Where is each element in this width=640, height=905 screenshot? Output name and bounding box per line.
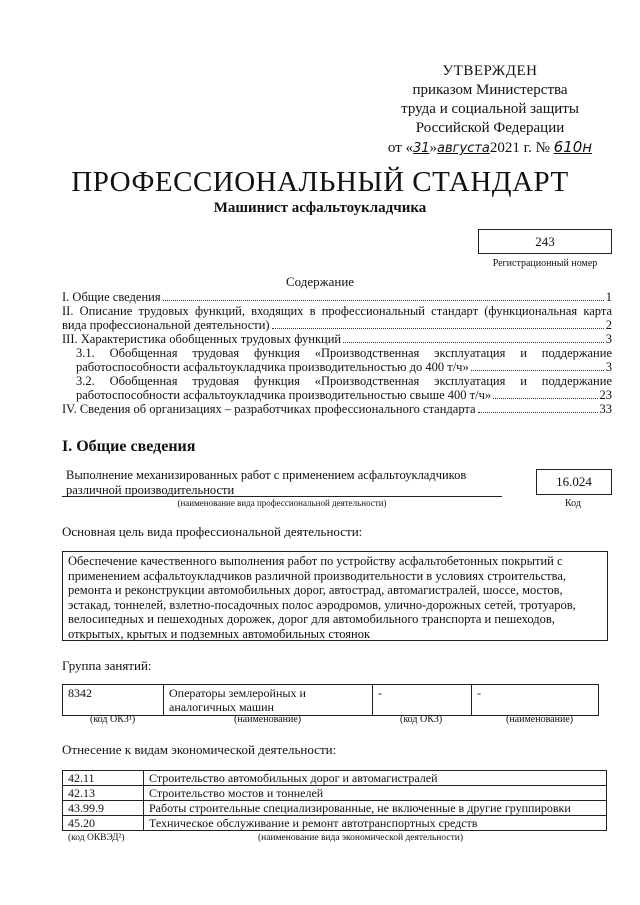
toc-item[interactable] (62, 402, 612, 416)
activity-caption: (код ОКВЭД²) (68, 833, 125, 843)
okz-caption: (код ОКЗ¹) (90, 714, 136, 725)
toc-item-text: III. Характеристика обобщенных трудовых функций (62, 332, 342, 346)
table-row (63, 771, 607, 786)
activity-captions (62, 833, 608, 845)
toc-item-text: I. Общие сведения (62, 290, 161, 304)
toc-item-text: II. Описание трудовых функций, входящих в профессиональный стандарт (функциональная карта (62, 304, 612, 318)
order-number: 610н (553, 138, 593, 156)
toc-item-page: 23 (599, 388, 612, 402)
okz-caption: (наименование) (506, 714, 574, 725)
date-day: 31 (413, 141, 430, 156)
table-row (63, 801, 607, 816)
activity-kind-name (66, 468, 506, 498)
registration-number-box: 243 (478, 229, 612, 254)
section-heading: I. Общие сведения (62, 438, 196, 455)
okz-name-cell: Операторы землеройных и аналогичных машин (164, 685, 373, 716)
activity-kind-line: различной производительности (66, 483, 235, 497)
activity-kind-caption: (наименование вида профессиональной деятельности) (177, 498, 387, 508)
activity-name-cell: Техническое обслуживание и ремонт автотранспортных средств (144, 816, 607, 831)
activity-code-cell: 43.99.9 (63, 801, 144, 816)
toc-item-text-cont: работоспособности асфальтоукладчика производительностью свыше 400 т/ч» (76, 388, 492, 402)
toc-item[interactable] (62, 332, 612, 346)
date-prefix: от « (387, 140, 413, 156)
page-subtitle: Машинист асфальтоукладчика (213, 200, 427, 216)
approval-line: Российской Федерации (415, 120, 565, 136)
activity-code-cell: 42.11 (63, 771, 144, 786)
approval-date-line (380, 138, 600, 158)
table-of-contents (62, 290, 612, 416)
date-mid: » (429, 140, 438, 156)
date-month: августа (437, 141, 490, 156)
approval-line: приказом Министерства (412, 82, 568, 98)
goal-text-box: Обеспечение качественного выполнения работ по устройству асфальтобетонных покрытий с применением асфальтоукладчиков различной производительности в условиях строительства, ремонта и реконструкции автомобильных дорог, автострад, автомагистралей, шоссе, мостов, эстакад, тоннелей, взлетно-посадочных полос аэродромов, улично-дорожных сетей, тротуаров, велосипедных и пешеходных дорожек, дорог для автомобильного транспорта и пешеходов, открытых, крытых и подземных автомобильных стоянок (62, 551, 608, 641)
approval-block (380, 62, 600, 158)
activity-code-cell: 45.20 (63, 816, 144, 831)
toc-item-text: IV. Сведения об организациях – разработчиках профессионального стандарта (62, 402, 476, 416)
page-title: ПРОФЕССИОНАЛЬНЫЙ СТАНДАРТ (71, 166, 569, 198)
okz-captions (62, 714, 608, 726)
table-row (63, 685, 599, 716)
activity-code-cell: 42.13 (63, 786, 144, 801)
activity-name-cell: Работы строительные специализированные, не включенные в другие группировки (144, 801, 607, 816)
activity-code-caption: Код (565, 498, 581, 509)
approval-line: УТВЕРЖДЕН (442, 63, 538, 79)
okz-name2-cell: - (472, 685, 599, 716)
activity-name-cell: Строительство мостов и тоннелей (144, 786, 607, 801)
divider (62, 496, 502, 497)
table-row (63, 786, 607, 801)
date-year: 2021 г. № (489, 140, 550, 156)
activity-code-box: 16.024 (536, 469, 612, 495)
toc-heading: Содержание (285, 274, 355, 289)
activities-table (62, 770, 607, 831)
activity-label: Отнесение к видам экономической деятельности: (62, 742, 337, 757)
toc-item[interactable] (62, 374, 612, 402)
toc-item-text: 3.1. Обобщенная трудовая функция «Производственная эксплуатация и поддержание (76, 346, 612, 360)
toc-item[interactable] (62, 346, 612, 374)
activity-kind-line: Выполнение механизированных работ с применением асфальтоукладчиков (66, 468, 467, 482)
okz-table (62, 684, 599, 716)
okz-code2-cell: - (373, 685, 472, 716)
activity-caption: (наименование вида экономической деятельности) (258, 833, 463, 843)
registration-caption: Регистрационный номер (492, 258, 598, 269)
group-label: Группа занятий: (62, 658, 152, 673)
okz-caption: (наименование) (234, 714, 302, 725)
toc-item[interactable] (62, 304, 612, 332)
toc-item[interactable] (62, 290, 612, 304)
activity-name-cell: Строительство автомобильных дорог и автомагистралей (144, 771, 607, 786)
goal-label: Основная цель вида профессиональной деятельности: (62, 524, 363, 539)
okz-caption: (код ОКЗ) (400, 714, 443, 725)
toc-item-page: 3 (605, 360, 612, 374)
table-row (63, 816, 607, 831)
toc-item-text-cont: работоспособности асфальтоукладчика производительностью до 400 т/ч» (76, 360, 469, 374)
okz-code-cell: 8342 (63, 685, 164, 716)
toc-item-text: 3.2. Обобщенная трудовая функция «Производственная эксплуатация и поддержание (76, 374, 612, 388)
toc-item-page: 2 (605, 318, 612, 332)
toc-item-text-cont: вида профессиональной деятельности) (62, 318, 270, 332)
toc-item-page: 33 (599, 402, 612, 416)
approval-line: труда и социальной защиты (401, 101, 579, 117)
toc-item-page: 3 (605, 332, 612, 346)
toc-item-page: 1 (605, 290, 612, 304)
